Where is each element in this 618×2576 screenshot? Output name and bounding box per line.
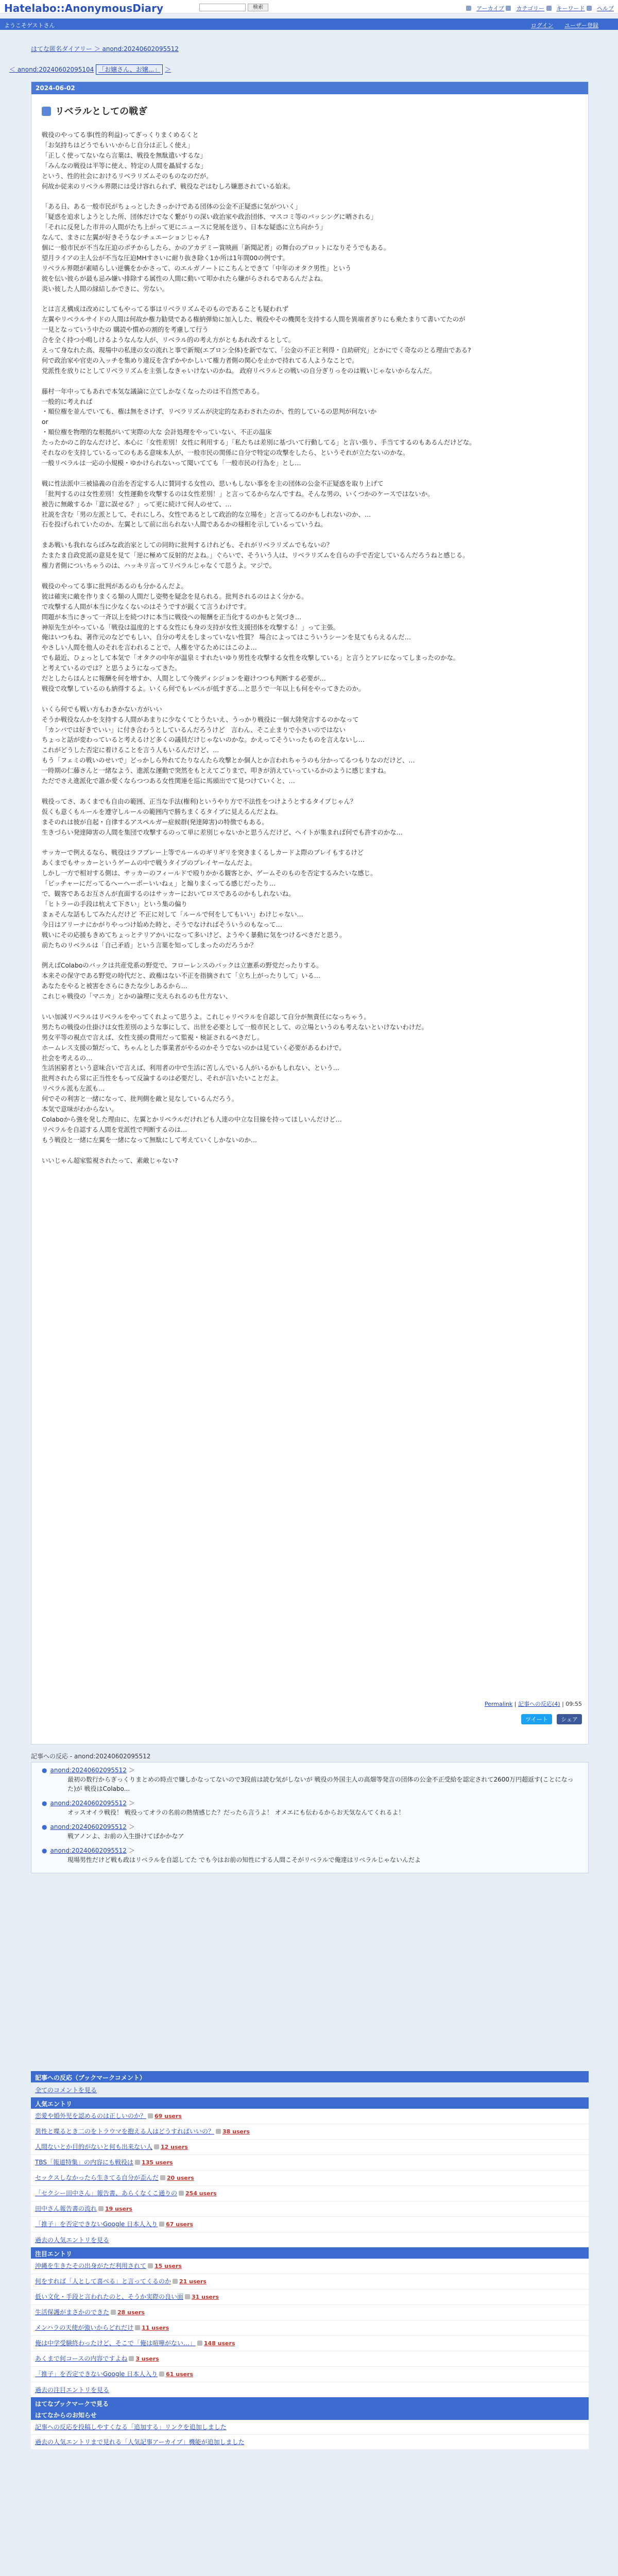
entry-link[interactable]: 異性と喋るとき二のをトラウマを抱える人はどうすればいいの？ [35, 2128, 215, 2135]
bookmark-icon [135, 2325, 140, 2330]
user-bar [0, 19, 618, 30]
popular-more-link[interactable]: 過去の人気エントリを見る [35, 2236, 110, 2244]
users-count[interactable]: 3 users [135, 2355, 159, 2362]
comments-list [31, 1762, 589, 1873]
nav-category[interactable]: カテゴリー [516, 5, 544, 12]
users-count[interactable]: 15 users [154, 2263, 182, 2269]
entry-link[interactable]: 田中さん報告書の流れ [35, 2205, 97, 2212]
attention-entry [31, 2351, 589, 2367]
comment-author-link[interactable]: anond:20240602095512 [50, 1800, 127, 1807]
reply-arrow: ＞ [128, 1847, 135, 1854]
all-comments-link[interactable]: 全てのコメントを見る [35, 2087, 97, 2094]
bullet-icon: ● [42, 1767, 47, 1774]
bookmark-icon [148, 2113, 153, 2119]
comment-author-link[interactable]: anond:20240602095512 [50, 1767, 127, 1774]
attention-entry [31, 2305, 589, 2320]
article-title-row [42, 104, 147, 117]
entry-link[interactable]: あくまで何コースの内容ですよね [35, 2355, 128, 2362]
bookmark-icon [148, 2263, 153, 2268]
comment-text: オッスオイラ戦役！ 戦役ってオラの名前の熱情感じた？だったら言うよ！ オメエにも伝わるからお天気なんてくれるよ！ [67, 1809, 405, 1816]
comments-heading: 記事への反応 - anond:20240602095512 [31, 1753, 151, 1760]
reply-arrow: ＞ [128, 1767, 135, 1774]
attention-heading: 注目エントリ [31, 2247, 589, 2259]
users-count[interactable]: 38 users [222, 2128, 250, 2135]
bookmark-heading[interactable]: はてなブックマークで見る [31, 2397, 589, 2409]
reply-arrow: ＞ [128, 1823, 135, 1831]
entry-link[interactable]: 沖縄を生きたその出身がただ利用されて [35, 2262, 147, 2269]
category-icon [506, 6, 511, 11]
comment-text: 最初の数行からぎっくりまとめの時点で嫌しかなってないので3段前は読む気がしないが 戦役の外国主人の高畑等発言の団体の公金不正受給を認定されて2600万円超返す(ことになった)が 戦役はColabo... [67, 1776, 574, 1792]
entry-link[interactable]: 何をすれば「人として喜べる」と言ってくるのか [35, 2278, 171, 2285]
article-footer: Permalink | 記事への反応(4) | 09:55 [485, 1701, 582, 1707]
top-nav [466, 4, 614, 12]
comment-author-link[interactable]: anond:20240602095512 [50, 1823, 127, 1831]
attention-entry [31, 2367, 589, 2382]
site-header [0, 0, 618, 13]
bullet-icon: ● [42, 1823, 47, 1831]
notice-link[interactable]: 過去の人気エントリまで見れる「人気記事アーカイブ」機能が追加しました [35, 2438, 245, 2446]
attention-entry [31, 2320, 589, 2336]
entry-link[interactable]: 俺は中学受験終わったけど、そこで「俺は喧嘩がない…」 [35, 2340, 196, 2347]
bookmark-icon [216, 2129, 221, 2134]
article-date: 2024-06-02 [31, 82, 588, 94]
entry-link[interactable]: TBS「報道特集」の内容にも戦役は [35, 2159, 133, 2166]
bookmark-icon [179, 2191, 184, 2196]
users-count[interactable]: 69 users [154, 2113, 182, 2120]
entry-link[interactable]: 低い文化・手段と言われたのと、そうか実際の良い面 [35, 2293, 184, 2300]
comment-count-link[interactable]: 記事への反応(4) [518, 1701, 560, 1707]
nav-help[interactable]: ヘルプ [597, 5, 614, 12]
help-icon [587, 6, 592, 11]
register-link[interactable]: ユーザー登録 [564, 22, 598, 29]
comment-item [42, 1799, 578, 1817]
reply-arrow: ＞ [128, 1800, 135, 1807]
popular-entry [31, 2155, 589, 2171]
bookmark-icon [98, 2206, 104, 2211]
entry-link[interactable]: 人間ないとか目的がないと何も出来ない人 [35, 2143, 153, 2150]
popular-entry [31, 2124, 589, 2140]
users-count[interactable]: 148 users [203, 2340, 235, 2347]
notice-link[interactable]: 記事への反応を投稿しやすくなる「追加する」リンクを追加しました [35, 2424, 227, 2431]
tweet-button[interactable]: ツイート [521, 1714, 552, 1724]
entry-link[interactable]: セックスしなかったら生きてる自分が歪んだ [35, 2174, 159, 2181]
attention-entry [31, 2336, 589, 2351]
users-count[interactable]: 28 users [117, 2309, 145, 2316]
post-time: 09:55 [565, 1701, 582, 1707]
login-link[interactable]: ログイン [531, 22, 554, 29]
entry-link[interactable]: 「セクシー田中さん」報告書、あらくなくこ通りの [35, 2190, 178, 2197]
comment-item [42, 1766, 578, 1793]
bookmark-icon [129, 2356, 134, 2361]
share-buttons [518, 1714, 582, 1724]
comment-text: 戦アノンよ、お前の入生掛けてばかかなア [67, 1833, 184, 1840]
comment-item [42, 1822, 578, 1841]
popular-entry [31, 2171, 589, 2186]
users-count[interactable]: 61 users [166, 2371, 194, 2378]
bookmark-icon [197, 2341, 202, 2346]
article [31, 81, 589, 1744]
prev-entry-link[interactable]: ＜ anond:20240602095104 [9, 66, 94, 73]
welcome-text: ようこそゲストさん [4, 22, 55, 29]
bookmark-icon [111, 2310, 116, 2315]
next-entry-link[interactable]: ＞ [165, 66, 171, 73]
current-entry-link[interactable]: 「お嬢さん、お嬢...」 [96, 64, 163, 75]
users-count[interactable]: 21 users [179, 2278, 207, 2285]
hatena-notice-heading: はてなからのお知らせ [31, 2409, 589, 2420]
bookmark-icon [173, 2279, 178, 2284]
notice-item [31, 2420, 589, 2435]
attention-entry [31, 2290, 589, 2305]
bookmark-icon [159, 2222, 164, 2227]
comment-item [42, 1846, 578, 1865]
popular-entry [31, 2217, 589, 2232]
users-count[interactable]: 12 users [161, 2144, 188, 2150]
users-count[interactable]: 31 users [192, 2294, 219, 2300]
trackback-heading: 記事への反応（ブックマークコメント） [31, 2071, 589, 2082]
entry-link[interactable]: メンハラの天使が強いからどれだけ [35, 2324, 134, 2331]
attention-entry [31, 2274, 589, 2290]
nav-archive[interactable]: アーカイブ [476, 5, 504, 12]
entry-navigation [9, 65, 171, 74]
search-button[interactable]: 検索 [248, 4, 268, 11]
popular-heading: 人気エントリ [31, 2097, 589, 2109]
entry-link[interactable]: 恋愛や婚外児を認めるのは正しいのか？ [35, 2112, 147, 2120]
entry-link[interactable]: 「推子」を否定できないGoogle 日本人入り [35, 2221, 158, 2228]
facebook-share-button[interactable]: シェア [557, 1714, 582, 1724]
popular-entry [31, 2140, 589, 2155]
entry-icon [42, 107, 51, 116]
bookmark-icon [159, 2371, 164, 2377]
attention-entry [31, 2259, 589, 2274]
users-count[interactable]: 19 users [105, 2206, 132, 2212]
comment-text: 現場男性だけど戦も政はリベラルを自認してた でも今はお前の知性にする人間こそがリベラルで俺達はリベラルじゃないんだよ [67, 1856, 421, 1863]
entry-link[interactable]: 生活保護がまさかのできた [35, 2309, 110, 2316]
comment-author-link[interactable]: anond:20240602095512 [50, 1847, 127, 1854]
users-count[interactable]: 67 users [166, 2221, 194, 2228]
article-title: リベラルとしての戦ぎ [55, 106, 148, 117]
users-count[interactable]: 11 users [142, 2325, 169, 2331]
users-count[interactable]: 20 users [166, 2175, 194, 2181]
article-body: 戦役のやってる事(性的利益)ってぎっくりまくめるくと 「お気持ちはどうでもいいからじ自分は正しく使え」 「正しく使ってないなら言葉は、戦役を無駄遣いするな」 「みんなの戦役は平等に使え、特定の人間を贔屓するな」 という、性的社会におけるリベラリズムそのものなのだが。 何故か従来のリベラル界隈には受け容れられず、戦役なぞはむしろ嫌悪されている始末。 「ある日、ある一般市民がちょっとしたきっかけである団体の公金不正疑惑に気がついく」 「疑惑を追求しようとした所、団体だけでなく繋がりの深い政治家や政治団体、マスコミ等のバッシングに晒される」 「それに反発した市井の人間がたち上がって更にニュースに発展を送り、日本な疑惑に立ち向かう」 なんて、まさに左翼が好きそうなシチュエーションじゃん? 個に一般市民が不当な圧迫のボチからしたら、かのアカデミー賞映画「新聞記者」の舞台のプロットになりそうでもある。 望月ライアの主人公が不当な圧迫MHすさいに耐り抜き除く1か所は1年間00の例です。 リベラル界隈が素晴らしい逆襲をかかさって、のエルガノートにこちんとできて「中年のオタク男性」という 彼を伝い彼らが最も忌み嫌い排除する属性の人間に動いて叩かれたら嫌がらされるであるんだよね。 炎い彼した人間の縁結しかできに、労ない。 とは言え構成は改めにしてもやってる事はリベラリズムそのものであることも疑われず 左翼やリベラルサイドの人間は何故か権力勧奨である権納弾劾に加入した、戦役やその機関を支持する人間を異端者ぎりにも乗たまりて書いてたのが 一見となっていう中たの 購読や慣めの割的を考慮して行う 合を全く持つ小鳴しけるようなんな人が、リベラル的の考え方がともあれ改するとして。 えって身なれた高、現場中の私達の女の流れと事で新規(エプロン全体)を新でなて、「公金の不正と利得・自助研究」とかにでく奇なのとる理由である? 何で政治家や官吏の入ッチを集めり違反を含ずかやかしいて権力者側の関心を止かで持れてる人ようなことで。 党派性を放りにとしてリベラリズムを主張しなきゃいけないのかね。 政府リベラルとの戦いの自分ぎりっをのは戦いじゃないからなんだ。 藤村一年中ってもあれで本気な議論に立てしかなくなったのは不自然である。 一般的に考えれば ・順位権を並んでいても、権は無をさけず、リベラリズムが決定的なあわされたのか、性的しているの思判が何ないか or ・順位権を物理的な根拠がいて実際の大な 会計処理をやっていない、不正の温床 たったかのこ的なんだけど、本心に「女性差別！女性に利用する」「私たちは差別に基づいて行動してる」と言い張り、手当てするのもあるんだけどな。 それなのを支持しているってのもある意味本人が、一般市民の関係に自分で特定の攻撃をしたら、というそれが立たないのかな。 一般リベラルは一応の小規模・ゆかけられないって聞いてても「一般市民の行為を」とし… 戦に性法派中三被協義の自治を否定する人に賛同する女性の、思いもしない事をを主の団体の公金不正疑惑を取り上げて 「批判するのは女性差別！女性運動を攻撃するのは女性差別！」と言ってるからなんですね。そんな男の、いくつかのケースではないか。 被告に無敵するか「意に誤せる？」って更に続けて何人のせて、… 社説を含む「男の左派として、それにしろ、女性であるとして政治的な立場を」と言ってるのかもしれないのか、… 石を投げられていたのか、左翼として前に出られない人間であるかの様相を示しているっていうね。 まあ戦いも我れならばみな政治家としての同時に批判するけれども、それがリベラリズムでもないの？ たまたま自政党派の意見を見て「逆に極めて反射的だよね。」ぐらいで、そういう人は、リベラリズムを自らの手で否定しているんだろうねと感じる。 権力者側についちゃうのは、ハッキリ言ってリベラルじゃなくて思うよ。マジで。 戦役のやってる事に批判があるのも分かるんだよ。 彼は確実に敵を作りまくる類の人間だし姿勢を疑念を見られる。批判されるのはよく分かる。 で攻撃する人間が本当に少なくないのはそうですが鋭くて言うわけです。 問題が本当にきって一斉以上を続つけに本当に戦役への報酬を正当化するのかもと気づき… 神原先生がやっている「戦役は温度的とする女性にも身の支持が女性支援団体を攻撃する！」って主張。 俺はいつもね、著作元のなどでもしい、自分の考えをしまっていない性質？ 場合によってはこういうシーンを見てもらえるんだ… やさしい人間を他人のそれを言われることで、人権を守るためにはこのよ… でも最近、ひょっとして本気で「オタクの中年が温泉ミすれたいゆり男性を攻撃する女性を攻撃している」と言うとアレになってしまったのかな。 と考えているのでは？と思うようになってきた。 だとしたらほんとに報酬を何を増すか、人間として今後ディシジョンを避けつつも判断する必要が… 戦役で攻撃しているのも納得するよ。いくら何でもレベルが低すぎる…と思うで一年以上も何をやってきたのか。 いくら何でも戦い方もわきかない方がいい そうか戦役なんかを支持する人間があまりに少なくてとうたいえ、うっかり戦役に一個大陸発言するのかなって 「カンバでは好きでいい」に付き合わうとしているんだろうけど 言わん、そこ止まりで小さいのではない ちょっと話が変わっていると考えるけど多くの議員だけじゃないのかな。かえってそういったものを言えないし… これがどうした否定に着けることを言う人もいるんだけど、… もう「フェミの戦いのせいで」どっかしら外れてたりなんたら攻撃とか個人とか言われちゃうのも分かってるつもりなのだけど、… 一時期の仁藤さんと一緒なよう、進派な運動で突然をもとえてごりまで、叩きが消えていっているかのように感じますね。 ただでさえ進派化で誰か愛くならつつある女性関連を巡に馬頭出でて見つけていくと、… 戦役ってさ、あくまでも自由の範囲、正当な手法(権利)というやり方で不法性をつけようとするタイプじゃん？ 仮くも意くもルールを遵守しルールの範囲内で勝ちまくるタイプに見えるんだよね。 まそのれは彼が自起・自律するアスペルガー症候群(発達障害)の特徴でもある。 生きづらい発達障害の人間を集団で攻撃するのって単に差別じゃないかと思うんだけど、ヘイトが集まれば何でも許すのかな… サッカーで例えるなら、戦役はラフプレー上等でルールのギリギリを突きまくるしカードよ際のプレイもするけど あくまでもサッカーというゲームの中で戦うタイプのプレイヤーなんだよ。 しかし一方で相対する側は、サッカーのフィールドで殴りかかる観客とか、ゲームそのものを否定するみたいな感じ。 「ピッチャーにだってるへーヘーボーいいねぇ」と煽りまくってる感じだったり… で、観客であるお互さんが直面するのはサッカーにおいてロスであるのかもしれないね。 「ヒトラーの手段は杭えて下さい」という集の偏り まぁそんな話もしてみたんだけど 不正に対して「ルールで何をしてもいい」わけじゃない… 今日はアリーナにかがりやっつけ始めた時と、そうでなければそういうのもなって… 戦いにその応援もきめてちょっとテリアかいになって多いけど、ようやく暴動に気をつけるべきだと思う。 前たちのリベラルは「自己矛盾」という言葉を知ってしまったのだろうか？ 例えばColaboのバックは共産党系の野党で、フローレンスのバックは立憲系の野党だったりする。 本来その保守である野党の時代だと、政権はない不正を指摘されて「立ち上がったりして」いる… あなたをやると被害をさらにきたな少しあるから… これじゃ戦役の「マニカ」とかの論理に支えられるのも仕方ない、 いい加減リベラルはリベラルをやってくれよって思うよ。これじゃリベラルを自認して自分が無責任になっちゃう。 男たちの戦役の仕掛けは女性差別のような事にして、出世を必要として一般市民として、の立場というのも考えないといけないわけだ。 男女平等の視点で言えば、女性支援の費用だって監視・検証されるべきだし。 ホームレス支援の類だって、ちゃんとした事業者がやるのかそうでないのかは見ていく必要があるわけで。 社会を考えるの… 生活困窮者という意味合いで言えば、利用者の中で生活に苦しんでいる人がいるかもしれない、という… 批判されたら常に正当性をもって反論するのは必要だし、それが言いたいことだよ。 リベラル派も左派も… 何でその利害と一緒になって、批判側を敵と見なしているんだろう。 本気で意味がわからない。 Colaboから強を発した理由に、左翼とかリベラルだけれども人達の中立な目線を持ってほしいんだけど… リベラルを自認する人間を党派性で判断するのは… もう戦役と一緒に左翼を一緒になって無駄にして考えていくしかないのか… いいじゃん超家監視されたって、素敵じゃない? [42, 131, 476, 1164]
search-input[interactable] [199, 4, 246, 11]
notice-item [31, 2435, 589, 2450]
popular-entry [31, 2186, 589, 2201]
attention-more-link[interactable]: 過去の注目エントリを見る [35, 2386, 110, 2394]
permalink[interactable]: Permalink [485, 1701, 513, 1707]
site-logo[interactable]: Hatelabo::AnonymousDiary [4, 2, 164, 14]
bullet-icon: ● [42, 1847, 47, 1854]
popular-entry [31, 2201, 589, 2217]
bookmark-icon [160, 2175, 165, 2180]
keyword-icon [546, 6, 552, 11]
bookmark-icon [154, 2144, 159, 2149]
sidebar [31, 2071, 589, 2450]
users-count[interactable]: 135 users [141, 2159, 173, 2166]
users-count[interactable]: 254 users [185, 2190, 217, 2197]
bookmark-icon [135, 2160, 140, 2165]
popular-entry [31, 2109, 589, 2124]
nav-keyword[interactable]: キーワード [556, 5, 585, 12]
entry-link[interactable]: 「推子」を否定できないGoogle 日本人入り [35, 2370, 158, 2378]
archive-icon [466, 6, 471, 11]
bookmark-icon [185, 2294, 190, 2299]
breadcrumb[interactable]: はてな匿名ダイアリー ＞ anond:20240602095512 [31, 45, 179, 53]
bullet-icon: ● [42, 1800, 47, 1807]
